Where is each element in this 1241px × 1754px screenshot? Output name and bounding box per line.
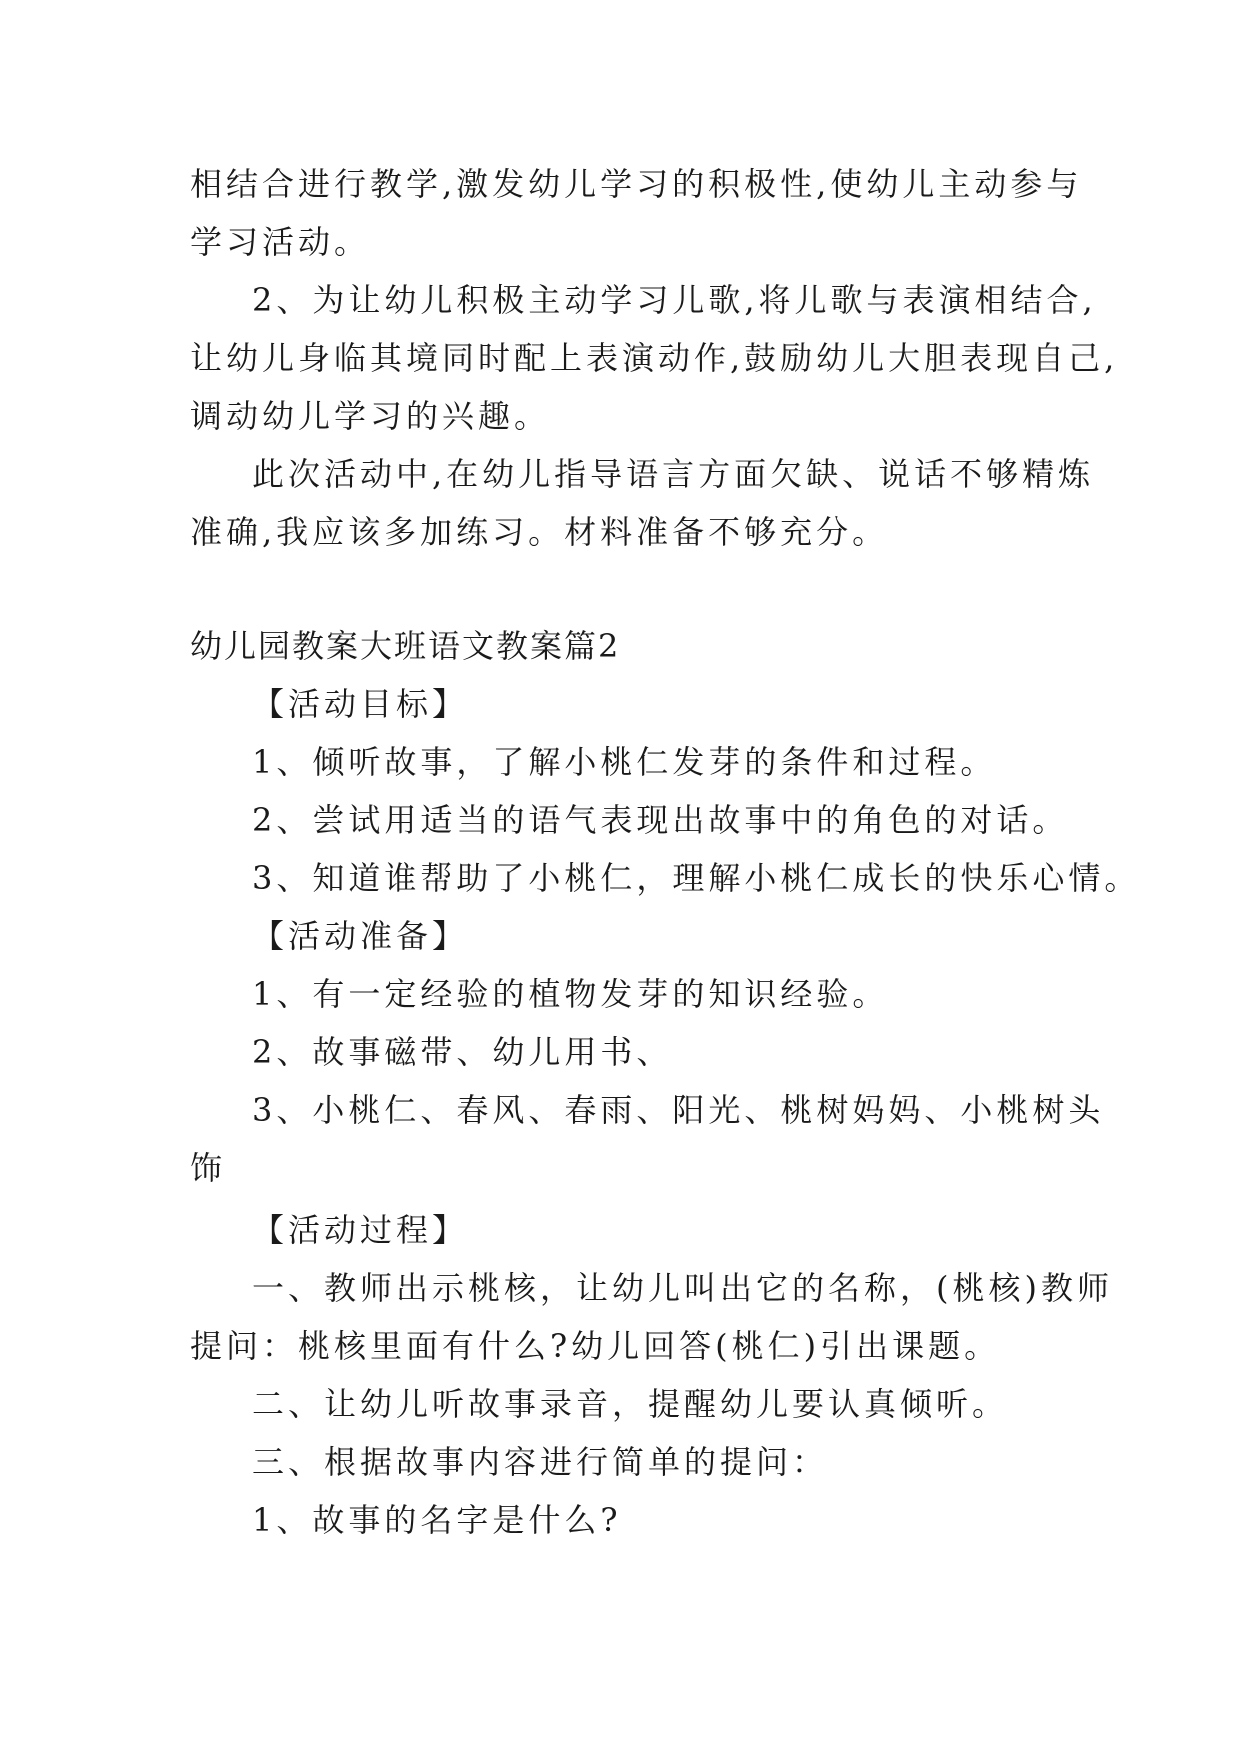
paragraph-line: 提问：桃核里面有什么?幼儿回答(桃仁)引出课题。 — [190, 1327, 1001, 1365]
paragraph-line: 让幼儿身临其境同时配上表演动作,鼓励幼儿大胆表现自己, — [190, 339, 1119, 377]
paragraph-line: 准确,我应该多加练习。材料准备不够充分。 — [190, 513, 889, 551]
list-item: 1、有一定经验的植物发芽的知识经验。 — [252, 975, 889, 1013]
paragraph-line: 此次活动中,在幼儿指导语言方面欠缺、说话不够精炼 — [252, 455, 1095, 493]
prep-heading: 【活动准备】 — [252, 917, 469, 955]
paragraph-line: 调动幼儿学习的兴趣。 — [190, 397, 551, 435]
paragraph-line: 相结合进行教学,激发幼儿学习的积极性,使幼儿主动参与 — [190, 165, 1083, 203]
paragraph-line: 2、为让幼儿积极主动学习儿歌,将儿歌与表演相结合, — [252, 281, 1097, 319]
list-item: 3、小桃仁、春风、春雨、阳光、桃树妈妈、小桃树头 — [252, 1091, 1105, 1129]
paragraph-line: 一、教师出示桃核，让幼儿叫出它的名称，(桃核)教师 — [252, 1269, 1113, 1307]
paragraph-line: 三、根据故事内容进行简单的提问： — [252, 1443, 829, 1481]
list-item: 1、倾听故事，了解小桃仁发芽的条件和过程。 — [252, 743, 997, 781]
goals-heading: 【活动目标】 — [252, 685, 469, 723]
section-title: 幼儿园教案大班语文教案篇2 — [190, 627, 621, 665]
list-item: 2、故事磁带、幼儿用书、 — [252, 1033, 673, 1071]
paragraph-line: 二、让幼儿听故事录音，提醒幼儿要认真倾听。 — [252, 1385, 1009, 1423]
process-heading: 【活动过程】 — [252, 1211, 469, 1249]
list-item: 1、故事的名字是什么? — [252, 1501, 622, 1539]
list-item: 3、知道谁帮助了小桃仁，理解小桃仁成长的快乐心情。 — [252, 859, 1141, 897]
list-item-continuation: 饰 — [190, 1149, 227, 1187]
paragraph-line: 学习活动。 — [190, 223, 371, 261]
list-item: 2、尝试用适当的语气表现出故事中的角色的对话。 — [252, 801, 1069, 839]
